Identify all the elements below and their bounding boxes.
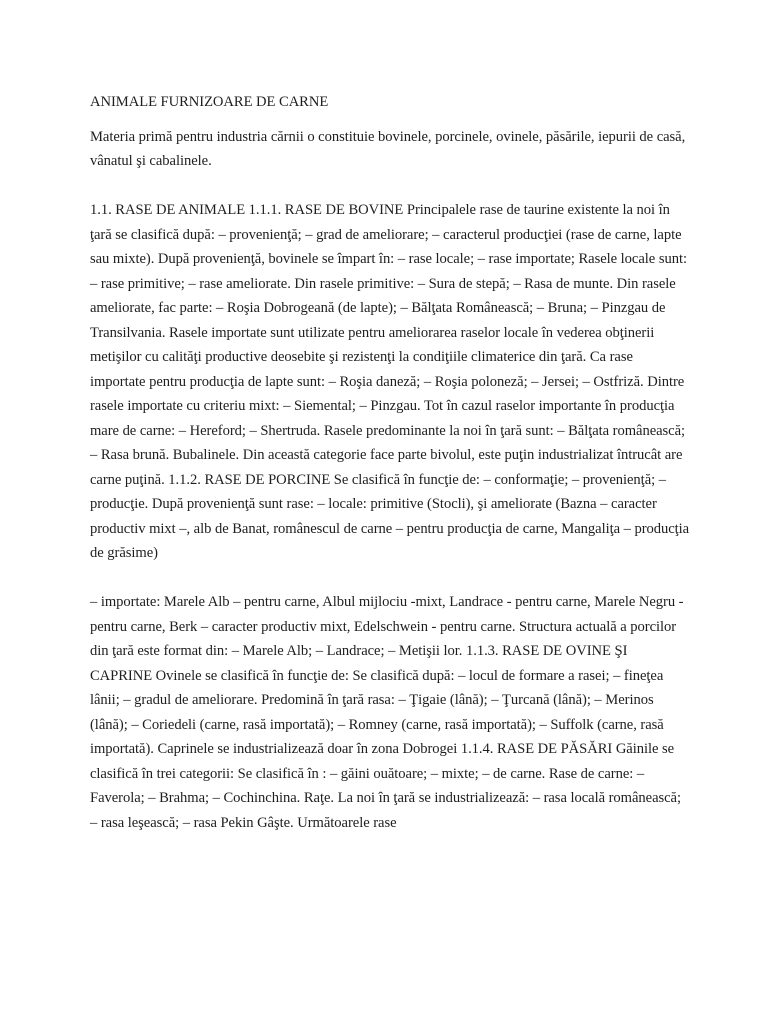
paragraph-intro: Materia primă pentru industria cărnii o constituie bovinele, porcinele, ovinele, păsările, iepurii de casă, vânatul şi cabalinele. xyxy=(90,128,686,169)
paragraph-bovine-porcine: 1.1. RASE DE ANIMALE 1.1.1. RASE DE BOVINE Principalele rase de taurine existente la noi în ţară se clasifică după: – provenienţă; – grad de ameliorare; – caracterul producţiei (rase de carne, lapte sau mixte). După provenienţă, bovinele se împart în: – rase locale; – rase importate; Rasele locale sunt: – rase primitive; – rase ameliorate. Din rasele primitive: – Sura de stepă; – Rasa de munte. Din rasele ameliorate, fac parte: – Roşia Dobrogeană (de lapte); – Bălţata Românească; – Bruna; – Pinzgau de Transilvania. Rasele importate sunt utilizate pentru ameliorarea raselor locale în vederea obţinerii metişilor cu calităţi productive deosebite şi rezistenţi la condiţiile climaterice din ţară. Ca rase importate pentru producţia de lapte sunt: – Roşia daneză; – Roşia poloneză; – Jersei; – Ostfriză. Dintre rasele importate cu criteriu mixt: – Siemental; – Pinzgau. Tot în cazul raselor importante în producţia mare de carne: – Hereford; – Shertruda. Rasele predominante la noi în ţară sunt: – Bălţata românească; – Rasa brună. Bubalinele. Din această categorie face parte bivolul, este puţin industrializat întrucât are carne puţină. 1.1.2. RASE DE PORCINE Se clasifică în funcţie de: – conformaţie; – provenienţă; – producţie. După provenienţă sunt rase: – locale: primitive (Stocli), şi ameliorate (Bazna – caracter productiv mixt –, alb de Banat, românescul de carne – pentru producţia de carne, Mangaliţa – producţia de grăsime) xyxy=(90,202,690,561)
document-title: ANIMALE FURNIZOARE DE CARNE xyxy=(90,94,329,110)
paragraph-imported-ovine-poultry: – importate: Marele Alb – pentru carne, Albul mijlociu -mixt, Landrace - pentru carne, Marele Negru - pentru carne, Berk – caracter productiv mixt, Edelschwein - pentru carne. Structura actuală a porcilor din ţară este format din: – Marele Alb; – Landrace; – Metişii lor. 1.1.3. RASE DE OVINE ŞI CAPRINE Ovinele se clasifică în funcţie de: Se clasifică după: – locul de formare a rasei; – fineţea lânii; – gradul de ameliorare. Predomină în ţară rasa: – Ţigaie (lână); – Ţurcană (lână); – Merinos (lână); – Coriedeli (carne, rasă importată); – Romney (carne, rasă importată); – Suffolk (carne, rasă importată). Caprinele se industrializează doar în zona Dobrogei 1.1.4. RASE DE PĂSĂRI Găinile se clasifică în trei categorii: Se clasifică în : – găini ouătoare; – mixte; – de carne. Rase de carne: – Faverola; – Brahma; – Cochinchina. Raţe. La noi în ţară se industrializează: – rasa locală românească; – rasa leşească; – rasa Pekin Gâşte. Următoarele rase xyxy=(90,594,684,831)
document-page xyxy=(90,90,690,860)
